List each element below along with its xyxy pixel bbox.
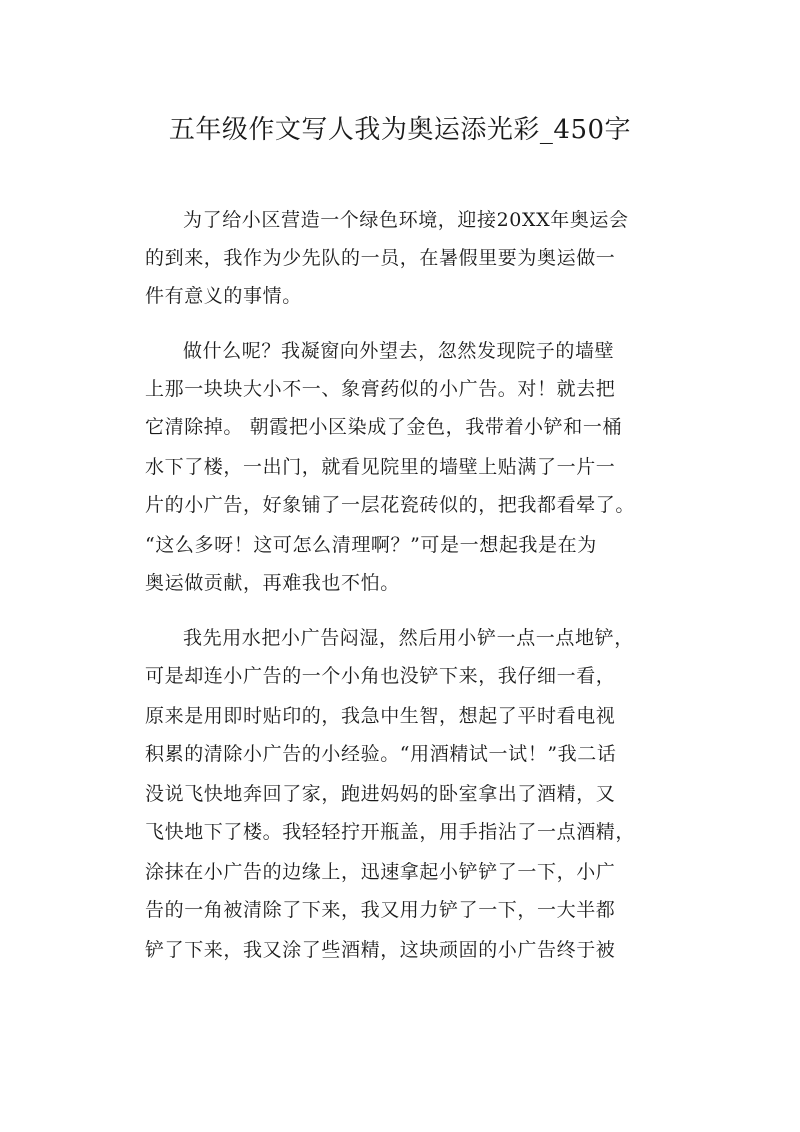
text-line: 飞快地下了楼。我轻轻拧开瓶盖，用手指沾了一点酒精， <box>145 821 636 843</box>
text-line: 告的一角被清除了下来，我又用力铲了一下，一大半都 <box>145 899 616 921</box>
text-line: 涂抹在小广告的边缘上，迅速拿起小铲铲了一下，小广 <box>145 861 616 883</box>
text-line: 做什么呢？我凝窗向外望去，忽然发现院子的墙壁 <box>183 340 615 362</box>
text-line: 原来是用即时贴印的，我急中生智，想起了平时看电视 <box>145 705 616 727</box>
text-line: “这么多呀！这可怎么清理啊？”可是一想起我是在为 <box>145 534 597 556</box>
document-title: 五年级作文写人我为奥运添光彩_450字 <box>168 115 632 145</box>
text-line: 铲了下来，我又涂了些酒精，这块顽固的小广告终于被 <box>145 939 616 961</box>
text-line: 的到来，我作为少先队的一员，在暑假里要为奥运做一 <box>145 247 616 269</box>
text-line: 没说飞快地奔回了家，跑进妈妈的卧室拿出了酒精，又 <box>145 783 616 805</box>
text-line: 件有意义的事情。 <box>145 285 302 307</box>
text-line: 水下了楼，一出门，就看见院里的墙壁上贴满了一片一 <box>145 456 616 478</box>
text-line: 我先用水把小广告闷湿，然后用小铲一点一点地铲， <box>183 627 634 649</box>
text-line: 为了给小区营造一个绿色环境，迎接20XX年奥运会 <box>183 209 629 231</box>
text-line: 积累的清除小广告的小经验。“用酒精试一试！”我二话 <box>145 743 617 765</box>
text-line: 它清除掉。 朝霞把小区染成了金色，我带着小铲和一桶 <box>145 416 623 438</box>
text-line: 奥运做贡献，再难我也不怕。 <box>145 572 400 594</box>
text-line: 可是却连小广告的一个小角也没铲下来，我仔细一看， <box>145 665 616 687</box>
text-line: 上那一块块大小不一、象膏药似的小广告。对！就去把 <box>145 378 616 400</box>
text-line: 片的小广告，好象铺了一层花瓷砖似的，把我都看晕了。 <box>145 494 636 516</box>
